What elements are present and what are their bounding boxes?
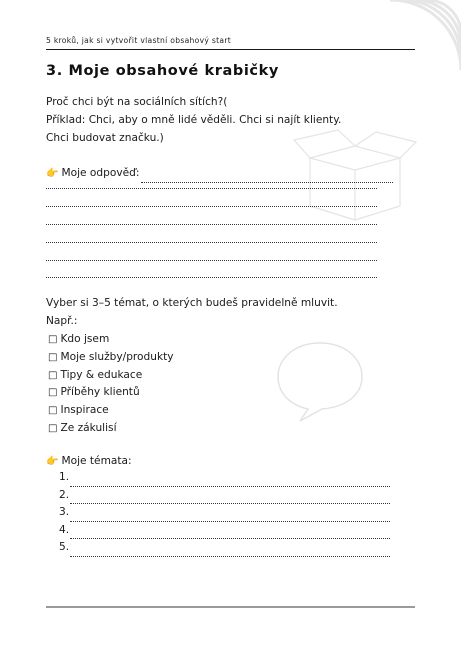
theme-entry[interactable] (59, 504, 390, 522)
topics-instruction-line: Vyber si 3–5 témat, o kterých budeš pravidelně mluvit. (46, 297, 338, 309)
checkbox-icon[interactable]: □ (48, 334, 58, 345)
topic-option-label: Kdo jsem (60, 333, 110, 345)
topic-option[interactable] (48, 402, 174, 420)
theme-dotted-line[interactable] (70, 474, 390, 487)
document-header: 5 kroků, jak si vytvořit vlastní obsahový start (46, 36, 232, 45)
footer-divider (46, 606, 415, 608)
pointing-hand-icon: 👉 (46, 168, 59, 179)
checkbox-icon[interactable]: □ (48, 387, 58, 399)
answer-field[interactable] (46, 164, 393, 183)
question-example-line: Chci budovat značku.) (46, 132, 164, 144)
answer-dotted-line[interactable] (46, 188, 377, 189)
page-title: 3. Moje obsahové krabičky (46, 63, 279, 79)
header-divider (46, 49, 415, 50)
theme-entry[interactable] (59, 522, 390, 540)
decorative-arcs (350, 0, 461, 90)
themes-label: Moje témata: (61, 455, 132, 467)
answer-dotted-line[interactable] (46, 242, 377, 243)
theme-number: 2. (59, 488, 70, 501)
topic-option[interactable] (48, 420, 174, 438)
checkbox-icon[interactable]: □ (48, 405, 58, 417)
answer-dotted-line[interactable] (46, 224, 377, 225)
theme-number: 5. (59, 541, 70, 554)
topic-option[interactable] (48, 367, 174, 385)
answer-dotted-line[interactable] (46, 206, 377, 207)
topic-option[interactable] (48, 349, 174, 367)
answer-label: Moje odpověď: (61, 167, 140, 179)
speech-bubble-illustration (270, 335, 370, 425)
themes-numbered-list (59, 469, 390, 557)
theme-dotted-line[interactable] (70, 526, 390, 539)
question-line: Proč chci být na sociálních sítích?( (46, 96, 228, 108)
question-text (46, 93, 386, 147)
topic-option-label: Tipy & edukace (60, 368, 143, 381)
topic-option[interactable] (48, 384, 174, 402)
question-example-line: Příklad: Chci, aby o mně lidé věděli. Chci si najít klienty. (46, 114, 342, 126)
topics-instructions (46, 294, 386, 330)
topic-option[interactable] (48, 331, 174, 349)
topic-option-label: Ze zákulisí (60, 421, 117, 434)
pointing-hand-icon: 👉 (46, 456, 59, 467)
checkbox-icon[interactable]: □ (48, 369, 58, 381)
topic-option-label: Příběhy klientů (60, 386, 140, 399)
theme-entry[interactable] (59, 469, 390, 487)
answer-dotted-line[interactable] (46, 260, 377, 261)
answer-dotted-line[interactable] (46, 277, 377, 278)
theme-number: 3. (59, 506, 70, 519)
theme-entry[interactable] (59, 487, 390, 505)
topic-option-label: Moje služby/produkty (60, 350, 174, 363)
topics-example-label: Např.: (46, 315, 78, 327)
theme-number: 1. (59, 471, 70, 483)
theme-dotted-line[interactable] (70, 509, 390, 522)
topic-option-label: Inspirace (60, 404, 109, 417)
theme-dotted-line[interactable] (70, 491, 390, 504)
topic-options-list (48, 331, 174, 438)
theme-number: 4. (59, 523, 70, 536)
theme-entry[interactable] (59, 539, 390, 557)
answer-dotted-line[interactable] (141, 171, 393, 183)
theme-dotted-line[interactable] (70, 544, 390, 557)
checkbox-icon[interactable]: □ (48, 422, 58, 434)
checkbox-icon[interactable]: □ (48, 351, 58, 363)
